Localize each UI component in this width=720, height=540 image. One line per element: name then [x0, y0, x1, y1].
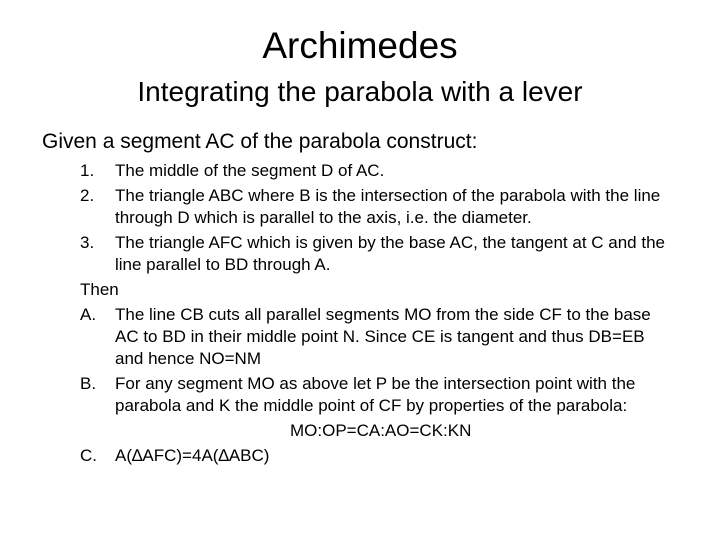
step-item-3 — [0, 232, 675, 276]
intro-text: Given a segment AC of the parabola construct: — [42, 130, 478, 153]
then-label: Then — [80, 280, 119, 299]
step-item-2 — [0, 185, 675, 229]
step-marker: 2. — [80, 186, 95, 205]
result-item-a — [0, 304, 675, 370]
result-text: A(∆AFC)=4A(∆ABC) — [115, 446, 270, 465]
slide-subtitle: Integrating the parabola with a lever — [137, 76, 583, 107]
step-marker: 3. — [80, 233, 95, 252]
content-list — [0, 160, 720, 470]
result-marker: A. — [80, 305, 97, 324]
ratio-formula: MO:OP=CA:AO=CK:KN — [290, 421, 472, 440]
result-text: For any segment MO as above let P be the intersection point with the parabola and K the middle point of CF by properties of the parabola: — [115, 374, 636, 415]
result-marker: B. — [80, 374, 97, 393]
step-item-1 — [0, 160, 675, 182]
step-text: The triangle AFC which is given by the base AC, the tangent at C and the line parallel to BD through A. — [115, 233, 665, 274]
result-text: The line CB cuts all parallel segments MO from the side CF to the base AC to BD in their middle point N. Since CE is tangent and thus DB=EB and hence NO=NM — [115, 305, 651, 368]
step-text: The middle of the segment D of AC. — [115, 161, 385, 180]
step-marker: 1. — [80, 161, 95, 180]
step-text: The triangle ABC where B is the intersection of the parabola with the line through D which is parallel to the axis, i.e. the diameter. — [115, 186, 661, 227]
result-marker: C. — [80, 446, 97, 465]
result-item-c — [0, 445, 675, 467]
slide-title: Archimedes — [262, 25, 458, 66]
result-item-b — [0, 373, 675, 417]
